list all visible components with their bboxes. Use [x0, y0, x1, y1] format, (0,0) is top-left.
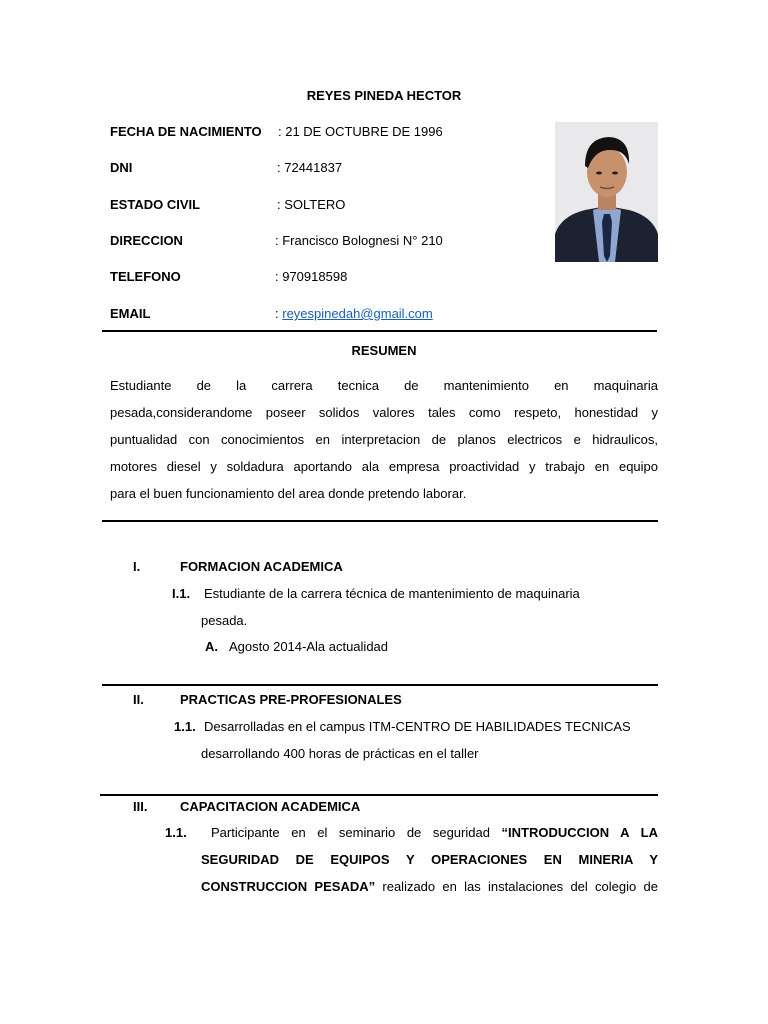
section-divider — [100, 794, 658, 796]
item-text-normal: realizado en las instalaciones del colegio de — [382, 879, 658, 894]
item-number: 1.1. — [165, 825, 187, 840]
field-value-address: : Francisco Bolognesi N° 210 — [275, 233, 443, 248]
item-text-normal: Participante en el seminario de seguridad — [211, 825, 490, 840]
seminar-title: SEGURIDAD DE EQUIPOS Y OPERACIONES EN MINERIA Y — [201, 852, 658, 867]
item-text: pesada. — [201, 613, 248, 628]
field-value-dni: : 72441837 — [277, 160, 343, 175]
person-portrait-icon — [555, 122, 658, 262]
section-number: II. — [133, 692, 144, 707]
item-text: Estudiante de la carrera técnica de mantenimiento de maquinaria — [204, 586, 580, 601]
field-value-birthdate: : 21 DE OCTUBRE DE 1996 — [278, 124, 443, 139]
field-value-email — [275, 306, 433, 321]
sub-item-text: Agosto 2014-Ala actualidad — [229, 639, 389, 654]
item-text: Desarrolladas en el campus ITM-CENTRO DE HABILIDADES TECNICAS — [204, 719, 631, 734]
field-label-birthdate: FECHA DE NACIMIENTO — [110, 124, 262, 139]
field-label-civil-status: ESTADO CIVIL — [110, 197, 201, 212]
item-number: 1.1. — [174, 719, 196, 734]
profile-photo — [555, 122, 658, 262]
section-number: I. — [133, 559, 141, 574]
field-label-phone: TELEFONO — [110, 269, 181, 284]
field-label-dni: DNI — [110, 160, 133, 175]
resumen-line: motores diesel y soldadura aportando ala empresa proactividad y trabajo en equipo — [110, 459, 658, 474]
field-value-phone: : 970918598 — [275, 269, 348, 284]
item-text: desarrollando 400 horas de prácticas en el taller — [201, 746, 479, 761]
resumen-line: para el buen funcionamiento del area donde pretendo laborar. — [110, 486, 467, 501]
email-link[interactable]: reyespinedah@gmail.com — [282, 306, 433, 321]
item-text — [211, 825, 658, 840]
sub-item-letter: A. — [205, 639, 218, 654]
resumen-heading: RESUMEN — [351, 343, 417, 358]
item-text — [201, 879, 658, 894]
section-title: PRACTICAS PRE-PROFESIONALES — [180, 692, 402, 707]
field-value-civil-status: : SOLTERO — [277, 197, 346, 212]
section-title: FORMACION ACADEMICA — [180, 559, 343, 574]
section-divider — [102, 684, 658, 686]
email-prefix: : — [275, 306, 279, 321]
field-label-email: EMAIL — [110, 306, 151, 321]
resumen-divider — [102, 520, 658, 522]
section-number: III. — [133, 799, 148, 814]
resumen-line: pesada,considerandome poseer solidos valores tales como respeto, honestidad y — [110, 405, 658, 420]
item-number: I.1. — [172, 586, 191, 601]
resumen-line: puntualidad con conocimientos en interpretacion de planos electricos e hidraulicos, — [110, 432, 658, 447]
field-label-address: DIRECCION — [110, 233, 183, 248]
page-title: REYES PINEDA HECTOR — [306, 88, 462, 103]
seminar-title: “INTRODUCCION A LA — [501, 825, 658, 840]
section-title: CAPACITACION ACADEMICA — [180, 799, 361, 814]
header-divider — [102, 330, 657, 332]
resumen-line: Estudiante de la carrera tecnica de mantenimiento en maquinaria — [110, 378, 658, 393]
seminar-title: CONSTRUCCION PESADA” — [201, 879, 376, 894]
